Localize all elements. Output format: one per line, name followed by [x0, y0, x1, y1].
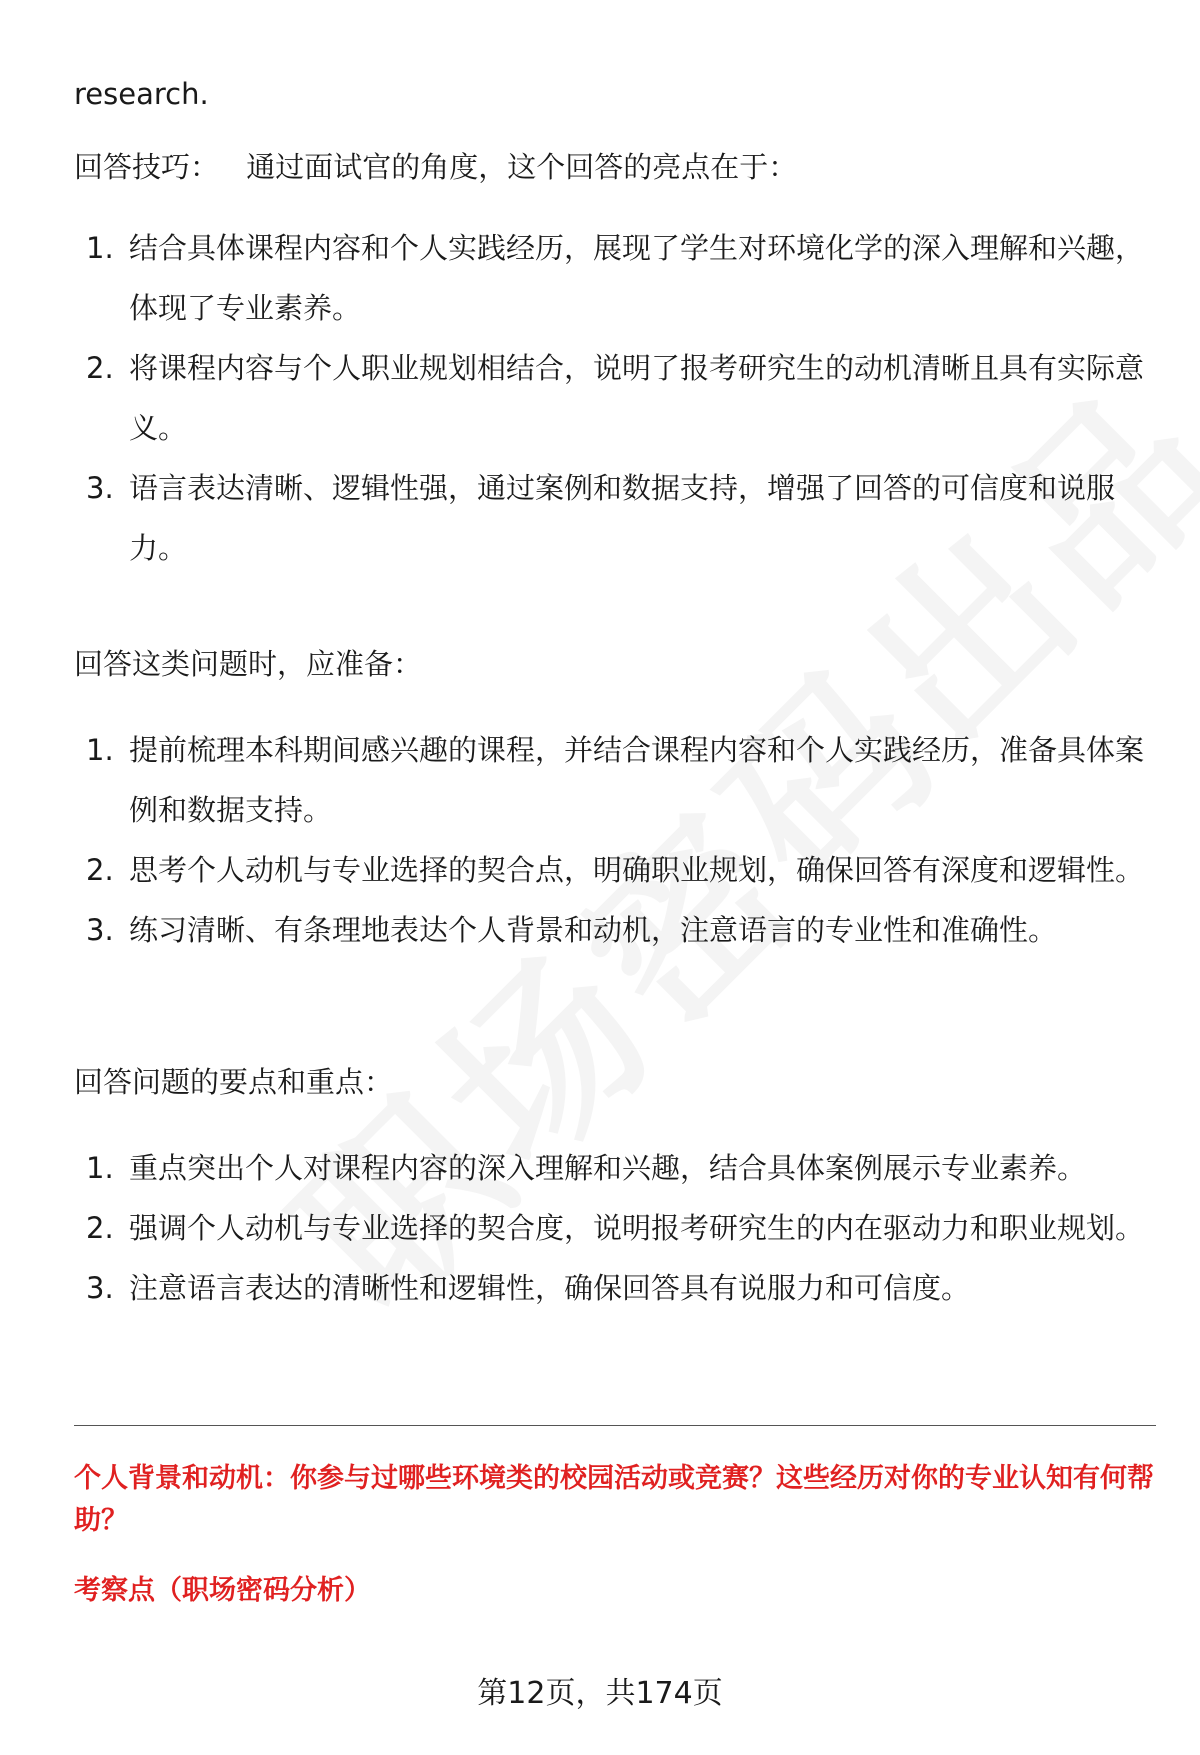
list-number: 2.	[86, 853, 114, 887]
page-footer: 第12页，共174页	[477, 1676, 723, 1711]
list-item	[74, 900, 1144, 960]
list-item	[74, 338, 1144, 458]
list-number: 3.	[86, 471, 114, 505]
list-number: 2.	[86, 351, 114, 385]
prepare-list	[74, 720, 1144, 960]
key-heading: 回答问题的要点和重点：	[74, 1065, 394, 1099]
list-number: 3.	[86, 1271, 114, 1305]
list-text: 重点突出个人对课程内容的深入理解和兴趣，结合具体案例展示专业素养。	[129, 1151, 1087, 1185]
list-number: 1.	[86, 231, 114, 265]
list-number: 3.	[86, 913, 114, 947]
prepare-heading: 回答这类问题时，应准备：	[74, 647, 423, 681]
list-item	[74, 1138, 1144, 1198]
list-text: 语言表达清晰、逻辑性强，通过案例和数据支持，增强了回答的可信度和说服力。	[129, 471, 1116, 565]
list-item	[74, 840, 1144, 900]
list-text: 练习清晰、有条理地表达个人背景和动机，注意语言的专业性和准确性。	[129, 913, 1058, 947]
question-heading: 个人背景和动机：你参与过哪些环境类的校园活动或竞赛？这些经历对你的专业认知有何帮助？	[74, 1463, 1154, 1536]
list-number: 2.	[86, 1211, 114, 1245]
list-text: 强调个人动机与专业选择的契合度，说明报考研究生的内在驱动力和职业规划。	[129, 1211, 1145, 1245]
list-item	[74, 1198, 1144, 1258]
tip-text: 通过面试官的角度，这个回答的亮点在于：	[246, 150, 798, 184]
analysis-heading: 考察点（职场密码分析）	[74, 1575, 371, 1606]
list-item	[74, 458, 1144, 578]
list-number: 1.	[86, 733, 114, 767]
section-divider	[74, 1425, 1156, 1426]
tip-list	[74, 218, 1144, 578]
list-text: 思考个人动机与专业选择的契合点，明确职业规划，确保回答有深度和逻辑性。	[129, 853, 1145, 887]
tip-line	[74, 145, 797, 189]
list-text: 提前梳理本科期间感兴趣的课程，并结合课程内容和个人实践经历，准备具体案例和数据支持。	[129, 733, 1145, 827]
list-item	[74, 720, 1144, 840]
list-number: 1.	[86, 1151, 114, 1185]
intro-fragment: research.	[74, 77, 209, 111]
list-text: 将课程内容与个人职业规划相结合，说明了报考研究生的动机清晰且具有实际意义。	[129, 351, 1145, 445]
list-text: 注意语言表达的清晰性和逻辑性，确保回答具有说服力和可信度。	[129, 1271, 971, 1305]
list-item	[74, 218, 1144, 338]
tip-label: 回答技巧：	[74, 150, 220, 184]
key-list	[74, 1138, 1144, 1318]
list-item	[74, 1258, 1144, 1318]
list-text: 结合具体课程内容和个人实践经历，展现了学生对环境化学的深入理解和兴趣，体现了专业素养。	[129, 231, 1145, 325]
